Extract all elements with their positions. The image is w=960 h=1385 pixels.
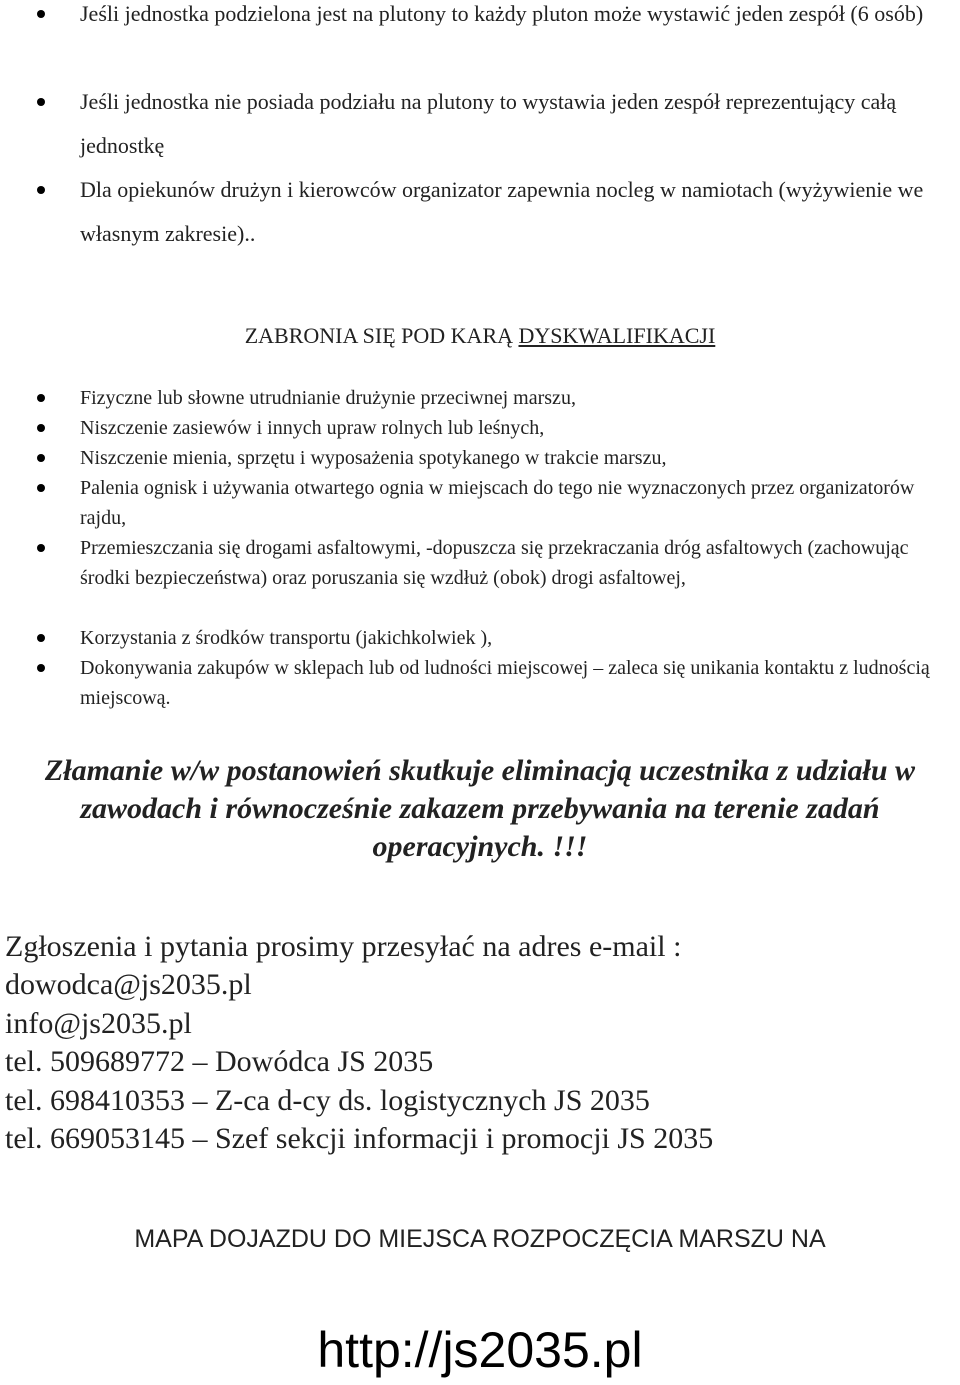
bullet-icon <box>37 664 45 672</box>
bullet-icon <box>37 544 45 552</box>
bullet-icon <box>37 394 45 402</box>
list-item-text: Przemieszczania się drogami asfaltowymi, -dopuszcza się przekraczania dróg asfaltowych (zachowując środki bezpieczeństwa) oraz poruszania się wzdłuż (obok) drogi asfaltowej, <box>80 537 909 589</box>
list-item <box>80 443 950 473</box>
bullet-icon <box>37 98 45 106</box>
list-item <box>80 473 950 533</box>
list-item-text: Korzystania z środków transportu (jakichkolwiek ), <box>80 627 493 649</box>
list-item <box>80 623 950 653</box>
bullet-icon <box>37 454 45 462</box>
map-heading: MAPA DOJAZDU DO MIEJSCA ROZPOCZĘCIA MARSZU NA <box>134 1225 826 1253</box>
list-item <box>80 80 950 168</box>
list-item-text: Palenia ognisk i używania otwartego ognia w miejscach do tego nie wyznaczonych przez organizatorów rajdu, <box>80 477 915 529</box>
phone-line: tel. 698410353 – Z-ca d-cy ds. logistycznych JS 2035 <box>5 1084 650 1117</box>
bullet-icon <box>37 186 45 194</box>
contact-intro: Zgłoszenia i pytania prosimy przesyłać na adres e-mail : <box>5 930 682 963</box>
bullet-icon <box>37 10 45 18</box>
bullet-icon <box>37 424 45 432</box>
ban-heading-prefix: ZABRONIA SIĘ POD KARĄ <box>244 323 519 348</box>
website-link[interactable]: http://js2035.pl <box>317 1322 643 1378</box>
bullet-icon <box>37 484 45 492</box>
list-item-text: Niszczenie mienia, sprzętu i wyposażenia spotykanego w trakcie marszu, <box>80 447 667 469</box>
list-item-text: Jeśli jednostka podzielona jest na plutony to każdy pluton może wystawić jeden zespół (6 osób) <box>80 1 924 26</box>
ban-heading-underlined: DYSKWALIFIKACJI <box>518 323 716 348</box>
email-link[interactable]: info@js2035.pl <box>5 1007 192 1040</box>
list-item <box>80 653 950 713</box>
phone-line: tel. 509689772 – Dowódca JS 2035 <box>5 1045 434 1078</box>
email-link[interactable]: dowodca@js2035.pl <box>5 968 252 1001</box>
list-item <box>80 413 950 443</box>
ban-heading <box>0 318 960 354</box>
list-item <box>80 533 950 593</box>
warning-paragraph: Złamanie w/w postanowień skutkuje eliminacją uczestnika z udziału w zawodach i równocześnie zakazem przebywania na terenie zadań operacyjnych. !!! <box>44 754 916 863</box>
list-item <box>80 383 950 413</box>
phone-line: tel. 669053145 – Szef sekcji informacji i promocji JS 2035 <box>5 1122 714 1155</box>
list-item-text: Dla opiekunów drużyn i kierowców organizator zapewnia nocleg w namiotach (wyżywienie we własnym zakresie).. <box>80 177 924 246</box>
list-item <box>80 0 950 36</box>
list-item <box>80 168 950 256</box>
list-item-text: Jeśli jednostka nie posiada podziału na plutony to wystawia jeden zespół reprezentujący całą jednostkę <box>80 89 897 158</box>
bullet-icon <box>37 634 45 642</box>
list-item-text: Niszczenie zasiewów i innych upraw rolnych lub leśnych, <box>80 417 545 439</box>
list-item-text: Fizyczne lub słowne utrudnianie drużynie przeciwnej marszu, <box>80 387 576 409</box>
list-item-text: Dokonywania zakupów w sklepach lub od ludności miejscowej – zaleca się unikania kontaktu z ludnością miejscową. <box>80 657 930 709</box>
